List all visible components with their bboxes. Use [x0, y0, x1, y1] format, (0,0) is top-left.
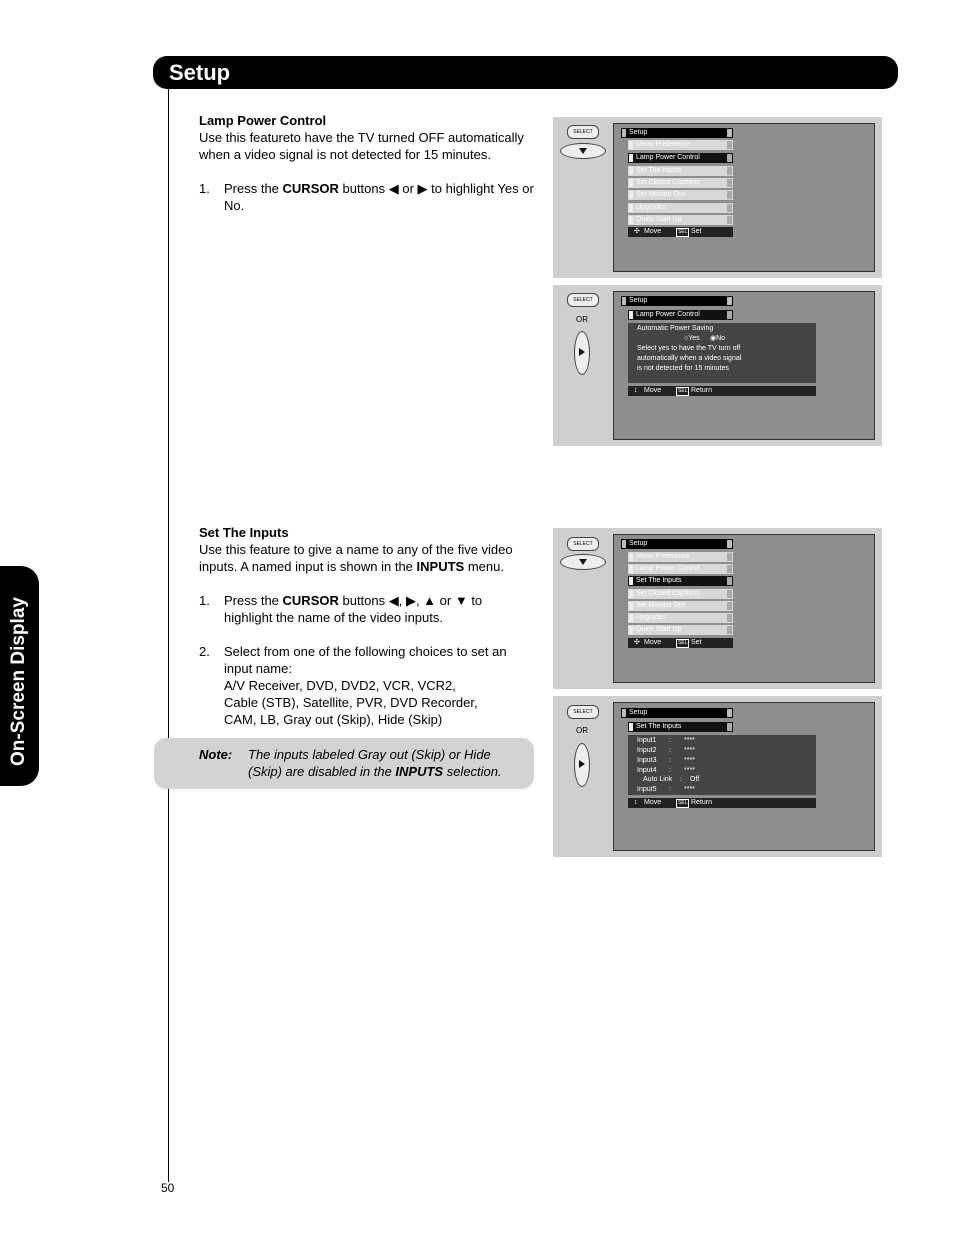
step-text-post: buttons ◀ or ▶ to highlight Yes or No.	[224, 181, 534, 213]
osd-menu-item: Set Closed Captions	[628, 589, 733, 599]
osd-menu-item: Set Monitor Out	[628, 601, 733, 611]
step-text	[224, 592, 534, 626]
tv-screen	[613, 534, 875, 683]
input-row-value: ****	[684, 767, 695, 774]
step-text	[224, 643, 534, 728]
note-text-post: selection.	[443, 764, 502, 779]
input-row-label: Auto Link	[643, 776, 673, 783]
input-row-label: Input5	[637, 786, 657, 793]
footer-move: Move	[644, 387, 662, 394]
footer-action: Return	[691, 799, 713, 806]
move-arrows-icon: ↕	[634, 387, 638, 394]
osd-footer	[628, 798, 816, 808]
input-row-value: ****	[684, 757, 695, 764]
osd-footer	[628, 227, 733, 237]
move-arrows-icon: ↕	[634, 799, 638, 806]
select-button: SELECT	[567, 705, 599, 719]
inputs-list-box	[628, 735, 816, 795]
input-row-sep: :	[680, 776, 682, 783]
right-arrow-icon	[579, 348, 585, 356]
tv-screen	[613, 123, 875, 272]
no-radio: ◉No	[710, 335, 726, 342]
intro-post: menu.	[464, 559, 504, 574]
osd-menu-title: Setup	[621, 708, 733, 718]
tv-screen	[613, 702, 875, 851]
step-text-pre: Press the	[224, 593, 283, 608]
osd-panel-2	[553, 285, 882, 446]
inputs-step-2	[199, 643, 534, 728]
note-box	[154, 738, 534, 789]
osd-menu-title: Setup	[621, 296, 733, 306]
input-row-label: Input2	[637, 747, 657, 754]
osd-menu-item: Quick Start Up	[628, 215, 733, 225]
step-text-bold: CURSOR	[282, 593, 339, 608]
lamp-section	[199, 112, 534, 214]
lamp-heading: Lamp Power Control	[199, 113, 327, 128]
choices-line-2: Cable (STB), Satellite, PVR, DVD Recorder,	[224, 695, 478, 710]
osd-menu-item-selected: Lamp Power Control	[628, 153, 733, 163]
input-row-label: Input3	[637, 757, 657, 764]
input-row-sep: :	[669, 757, 671, 764]
intro-bold: INPUTS	[416, 559, 465, 574]
input-row-value: ****	[684, 747, 695, 754]
side-tab-label: On-Screen Display	[8, 597, 29, 766]
step-text-pre: Press the	[224, 181, 283, 196]
side-tab	[0, 566, 39, 786]
select-button: SELECT	[567, 537, 599, 551]
osd-menu-item: Menu Preference	[628, 140, 733, 150]
osd-panel-1	[553, 117, 882, 278]
input-row-sep: :	[669, 786, 671, 793]
lamp-option-label: Automatic Power Saving	[637, 325, 714, 332]
tv-screen	[613, 291, 875, 440]
cursor-right-button	[574, 743, 590, 787]
osd-menu-title: Setup	[621, 128, 733, 138]
inputs-step-1	[199, 592, 534, 626]
note-text	[248, 746, 528, 780]
inputs-section	[199, 524, 534, 728]
input-row-value: Off	[690, 776, 700, 783]
select-button: SELECT	[567, 125, 599, 139]
footer-action: Set	[691, 228, 702, 235]
input-row-sep: :	[669, 747, 671, 754]
osd-menu-item: Set The Inputs	[628, 166, 733, 176]
right-arrow-icon	[579, 760, 585, 768]
lamp-step-1	[199, 180, 534, 214]
input-row-label: Input4	[637, 767, 657, 774]
input-row-sep: :	[669, 737, 671, 744]
osd-menu-item: Upgrades	[628, 203, 733, 213]
select-button: SELECT	[567, 293, 599, 307]
or-label: OR	[576, 315, 588, 324]
step-number: 2.	[199, 644, 210, 659]
osd-footer	[628, 638, 733, 648]
lamp-options-box	[628, 323, 816, 383]
lamp-desc-1: Select yes to have the TV turn off	[637, 345, 741, 352]
footer-action: Return	[691, 387, 713, 394]
intro-pre: Use this feature to give a name to any of the five video inputs. A named input is shown in the	[199, 542, 513, 574]
or-label: OR	[576, 726, 588, 735]
osd-menu-item: Set Closed Captions	[628, 178, 733, 188]
cursor-right-button	[574, 331, 590, 375]
page-number: 50	[161, 1181, 175, 1195]
step-text-post: buttons ◀, ▶, ▲ or ▼ to highlight the name of the video inputs.	[224, 593, 483, 625]
osd-submenu-title: Set The Inputs	[628, 722, 733, 732]
note-text-bold: INPUTS	[395, 764, 444, 779]
footer-sel-key: SEL	[678, 640, 688, 646]
input-row-label: Input1	[637, 737, 657, 744]
move-arrows-icon: ✣	[634, 639, 640, 646]
lamp-intro: Use this featureto have the TV turned OFF automatically when a video signal is not detected for 15 minutes.	[199, 130, 524, 162]
step-number: 1.	[199, 593, 210, 608]
inputs-heading: Set The Inputs	[199, 525, 289, 540]
down-arrow-icon	[579, 559, 587, 565]
footer-move: Move	[644, 228, 662, 235]
footer-action: Set	[691, 639, 702, 646]
move-arrows-icon: ✣	[634, 228, 640, 235]
lamp-desc-3: is not detected for 15 minutes	[637, 365, 729, 372]
osd-footer	[628, 386, 816, 396]
input-row-sep: :	[669, 767, 671, 774]
footer-move: Move	[644, 799, 662, 806]
osd-menu-item: Quick Start Up	[628, 625, 733, 635]
yes-radio: ○Yes	[684, 335, 700, 342]
footer-move: Move	[644, 639, 662, 646]
footer-sel-key: SEL	[678, 388, 688, 394]
page-title: Setup	[169, 60, 231, 85]
osd-submenu-title: Lamp Power Control	[628, 310, 733, 320]
footer-sel-key: SEL	[678, 229, 688, 235]
cursor-down-button	[560, 143, 606, 159]
note-label: Note:	[199, 747, 233, 762]
input-row-value: ****	[684, 786, 695, 793]
cursor-down-button	[560, 554, 606, 570]
margin-rule	[168, 89, 169, 1182]
choices-line-1: A/V Receiver, DVD, DVD2, VCR, VCR2,	[224, 678, 456, 693]
inputs-intro	[199, 541, 534, 575]
osd-menu-item-selected: Set The Inputs	[628, 576, 733, 586]
osd-menu-item: Menu Preference	[628, 552, 733, 562]
osd-menu-item: Lamp Power Control	[628, 564, 733, 574]
step-number: 1.	[199, 181, 210, 196]
step-text	[224, 180, 534, 214]
step2-text: Select from one of the following choices to set an input name:	[224, 644, 507, 676]
osd-menu-title: Setup	[621, 539, 733, 549]
choices-line-3: CAM, LB, Gray out (Skip), Hide (Skip)	[224, 712, 443, 727]
osd-panel-3	[553, 528, 882, 689]
note-text-pre: The inputs labeled Gray out (Skip) or Hide (Skip) are disabled in the	[248, 747, 491, 779]
down-arrow-icon	[579, 148, 587, 154]
osd-menu-item: Set Monitor Out	[628, 190, 733, 200]
lamp-desc-2: automatically when a video signal	[637, 355, 742, 362]
input-row-value: ****	[684, 737, 695, 744]
osd-menu-item: Upgrades	[628, 613, 733, 623]
osd-panel-4	[553, 696, 882, 857]
header-bar	[153, 56, 898, 89]
step-text-bold: CURSOR	[282, 181, 339, 196]
footer-sel-key: SEL	[678, 800, 688, 806]
